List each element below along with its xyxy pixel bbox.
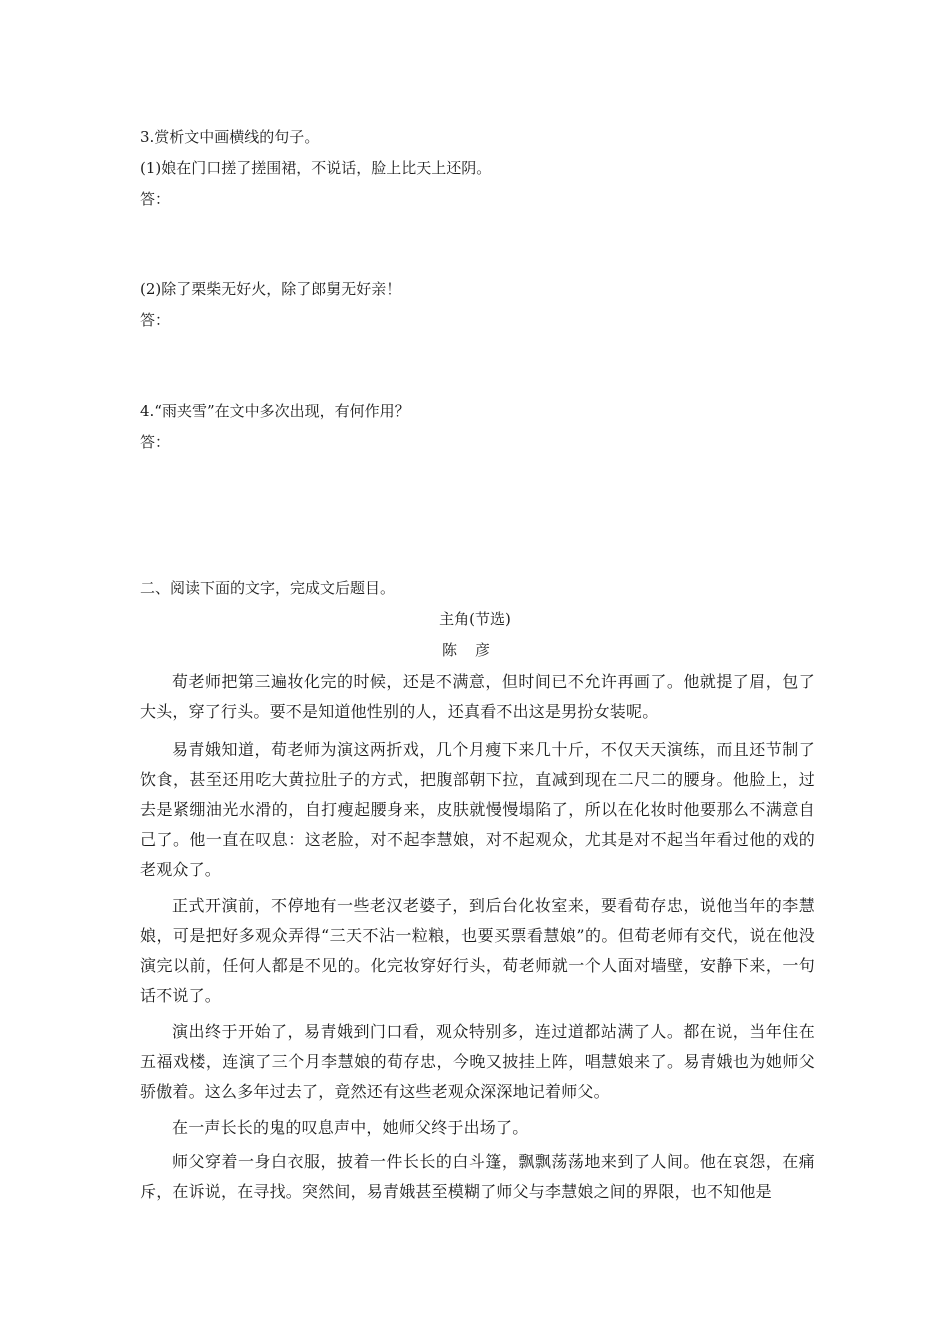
paragraph-4: 演出终于开始了，易青娥到门口看，观众特别多，连过道都站满了人。都在说，当年住在五福戏楼，连演了三个月李慧娘的荀存忠，今晚又披挂上阵，唱慧娘来了。易青娥也为她师父骄傲着。这么多年过去了，竟然还有这些老观众深深地记着师父。 [140,1022,815,1101]
question-4-title: 4.“雨夹雪”在文中多次出现，有何作用？ [140,402,410,420]
paragraph-1: 荀老师把第三遍妆化完的时候，还是不满意，但时间已不允许再画了。他就提了眉，包了大头，穿了行头。要不是知道他性别的人，还真看不出这是男扮女装呢。 [140,672,815,721]
question-3-answer2-label: 答： [140,311,171,329]
question-3-sub2: (2)除了栗柴无好火，除了郎舅无好亲！ [140,280,402,298]
paragraph-3: 正式开演前，不停地有一些老汉老婆子，到后台化妆室来，要看荀存忠，说他当年的李慧娘，可是把好多观众弄得“三天不沾一粒粮，也要买票看慧娘”的。但荀老师有交代，说在他没演完以前，任何人都是不见的。化完妆穿好行头，荀老师就一个人面对墙壁，安静下来，一句话不说了。 [140,896,815,1005]
article-author: 陈彦 [441,641,508,659]
article-title: 主角(节选) [439,610,511,628]
paragraph-5: 在一声长长的鬼的叹息声中，她师父终于出场了。 [172,1118,529,1137]
paragraph-6: 师父穿着一身白衣服，披着一件长长的白斗篷，飘飘荡荡地来到了人间。他在哀怨，在痛斥，在诉说，在寻找。突然间，易青娥甚至模糊了师父与李慧娘之间的界限，也不知他是 [140,1152,815,1201]
question-3-sub1: (1)娘在门口搓了搓围裙，不说话，脸上比天上还阴。 [140,159,492,177]
question-3-answer1-label: 答： [140,190,171,208]
paragraph-2: 易青娥知道，荀老师为演这两折戏，几个月瘦下来几十斤，不仅天天演练，而且还节制了饮食，甚至还用吃大黄拉肚子的方式，把腹部朝下拉，直减到现在二尺二的腰身。他脸上，过去是紧绷油光水滑的，自打瘦起腰身来，皮肤就慢慢塌陷了，所以在化妆时他要那么不满意自己了。他一直在叹息：这老脸，对不起李慧娘，对不起观众，尤其是对不起当年看过他的戏的老观众了。 [140,740,815,879]
article-author-row [0,640,950,660]
question-3-title: 3.赏析文中画横线的句子。 [140,128,320,146]
question-4-answer-label: 答： [140,433,171,451]
section-2-heading: 二、阅读下面的文字，完成文后题目。 [140,579,396,597]
